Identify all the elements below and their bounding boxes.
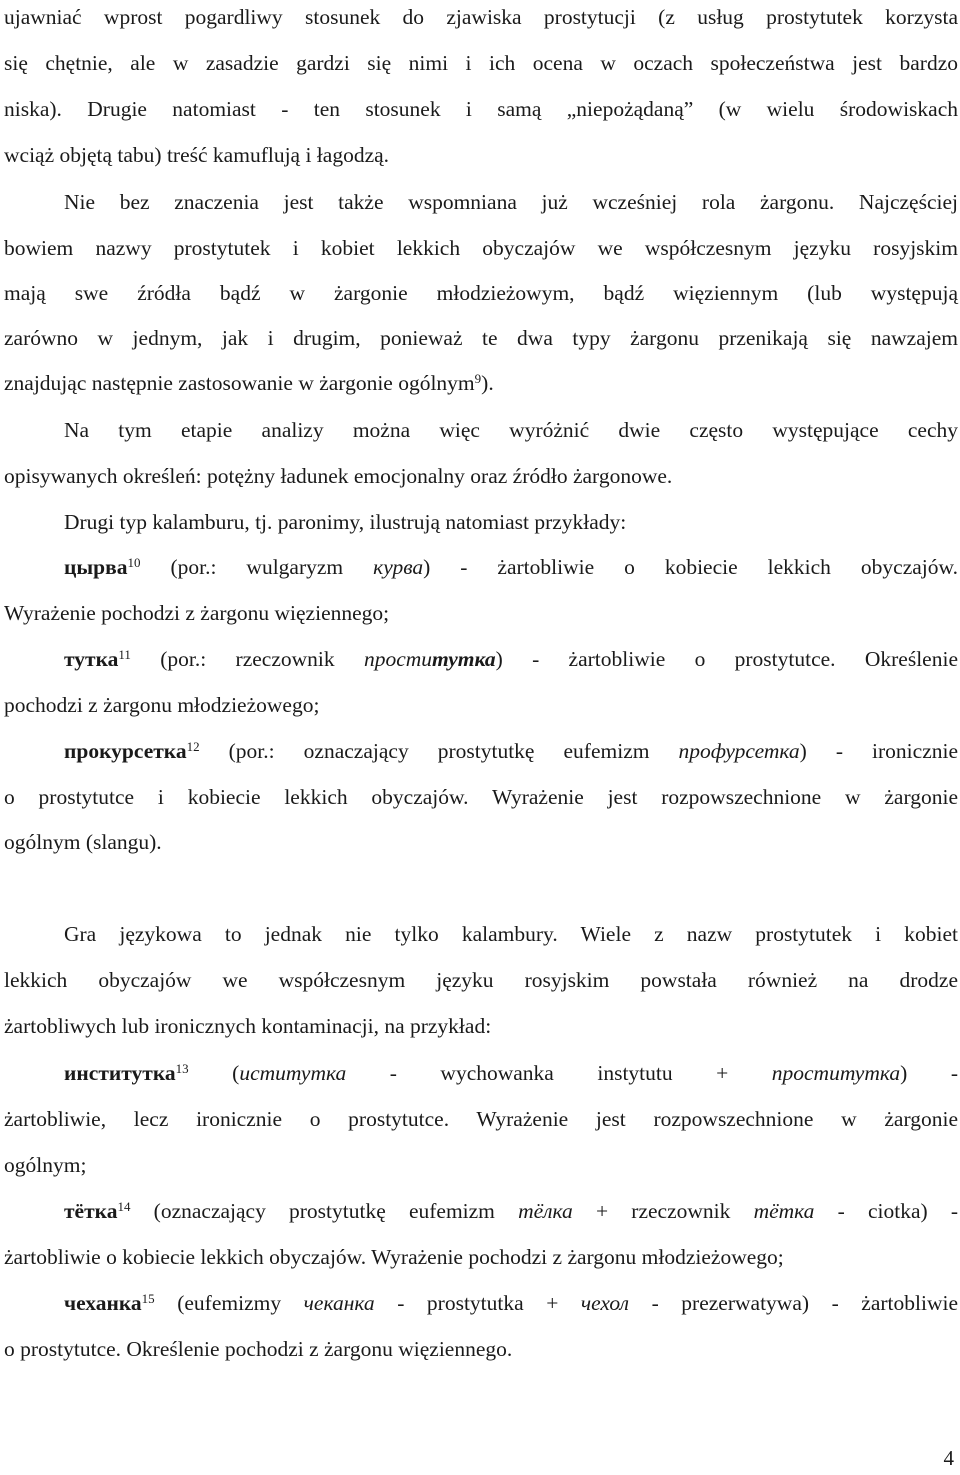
cited-word: профурсетка <box>678 739 800 763</box>
text-span: (por.: wulgaryzm <box>140 555 374 579</box>
text-line: niska). Drugie natomiast - ten stosunek i samą „niepożądaną” (w wielu środowiskach <box>4 97 958 121</box>
text-span: (eufemizmy <box>154 1291 304 1315</box>
text-line: ogólnym; <box>4 1153 87 1177</box>
text-span: znajdując następnie zastosowanie w żargonie ogólnym <box>4 371 475 395</box>
text-line: opisywanych określeń: potężny ładunek emocjonalny oraz źródło żargonowe. <box>4 464 673 488</box>
text-span: - wychowanka instytutu + <box>346 1061 772 1085</box>
footnote-ref: 15 <box>141 1291 155 1306</box>
footnote-ref: 13 <box>175 1061 189 1076</box>
text-line: Na tym etapie analizy można więc wyróżnić dwie często występujące cechy <box>64 418 958 442</box>
example-entry <box>64 646 958 672</box>
text-span: - prostytutka + <box>374 1291 581 1315</box>
cited-word: тётка <box>753 1199 815 1223</box>
example-entry <box>64 1198 958 1224</box>
text-line: o prostytutce i kobiecie lekkich obyczajów. Wyrażenie jest rozpowszechnione w żargonie <box>4 785 958 809</box>
example-entry <box>64 554 958 580</box>
text-line: wciąż objętą tabu) treść kamuflują i łagodzą. <box>4 143 390 167</box>
text-span: + rzeczownik <box>572 1199 754 1223</box>
text-span: ). <box>481 371 494 395</box>
text-span: (oznaczający prostytutkę eufemizm <box>130 1199 519 1223</box>
cited-word-emphasis: тутка <box>432 647 496 671</box>
footnote-ref: 10 <box>127 555 141 570</box>
text-span: - prezerwatywa) - żartobliwie <box>629 1291 958 1315</box>
cited-word: курва <box>373 555 424 579</box>
example-word: институтка <box>64 1061 176 1085</box>
text-span: (por.: oznaczający prostytutkę eufemizm <box>199 739 679 763</box>
example-entry <box>64 1060 958 1086</box>
page-number: 4 <box>943 1446 954 1470</box>
text-line: Wyrażenie pochodzi z żargonu więziennego; <box>4 601 390 625</box>
cited-word: проститутка <box>771 1061 901 1085</box>
text-line: mają swe źródła bądź w żargonie młodzieżowym, bądź więziennym (lub występują <box>4 281 958 305</box>
example-entry <box>64 1290 958 1316</box>
text-span: ) - żartobliwie o prostytutce. Określenie <box>495 647 958 671</box>
example-word: тутка <box>64 647 119 671</box>
text-line: żartobliwie o kobiecie lekkich obyczajów. Wyrażenie pochodzi z żargonu młodzieżowego; <box>4 1245 784 1269</box>
text-span: (por.: rzeczownik <box>130 647 364 671</box>
footnote-ref: 9 <box>474 371 482 386</box>
footnote-ref: 11 <box>118 647 131 662</box>
text-span: ) - <box>900 1061 958 1085</box>
text-line: bowiem nazwy prostytutek i kobiet lekkich obyczajów we współczesnym języku rosyjskim <box>4 236 958 260</box>
text-line: Nie bez znaczenia jest także wspomniana już wcześniej rola żargonu. Najczęściej <box>64 190 958 214</box>
text-span: ) - ironicznie <box>799 739 959 763</box>
text-span: ( <box>188 1061 240 1085</box>
cited-word: иститутка <box>239 1061 347 1085</box>
text-span: - ciotka) - <box>814 1199 958 1223</box>
cited-word: прости <box>363 647 433 671</box>
text-line: zarówno w jednym, jak i drugim, ponieważ te dwa typy żargonu przenikają się nawzajem <box>4 326 958 350</box>
example-word: цырва <box>64 555 128 579</box>
example-word: прокурсетка <box>64 739 187 763</box>
footnote-ref: 12 <box>186 739 200 754</box>
text-line: się chętnie, ale w zasadzie gardzi się nimi i ich ocena w oczach społeczeństwa jest bardzo <box>4 51 958 75</box>
text-line: pochodzi z żargonu młodzieżowego; <box>4 693 320 717</box>
text-line: Drugi typ kalamburu, tj. paronimy, ilustrują natomiast przykłady: <box>64 510 627 534</box>
text-span: ) - żartobliwie o kobiecie lekkich obyczajów. <box>423 555 959 579</box>
cited-word: чеканка <box>303 1291 375 1315</box>
text-line: o prostytutce. Określenie pochodzi z żargonu więziennego. <box>4 1337 513 1361</box>
text-line: żartobliwych lub ironicznych kontaminacji, na przykład: <box>4 1014 492 1038</box>
footnote-ref: 14 <box>117 1199 131 1214</box>
footnote-line <box>4 370 958 396</box>
text-line: ujawniać wprost pogardliwy stosunek do zjawiska prostytucji (z usług prostytutek korzysta <box>4 5 958 29</box>
cited-word: тёлка <box>518 1199 573 1223</box>
text-line: Gra językowa to jednak nie tylko kalambury. Wiele z nazw prostytutek i kobiet <box>64 922 958 946</box>
example-word: чеханка <box>64 1291 142 1315</box>
text-line: ogólnym (slangu). <box>4 830 162 854</box>
cited-word: чехол <box>580 1291 630 1315</box>
text-line: lekkich obyczajów we współczesnym języku rosyjskim powstała również na drodze <box>4 968 958 992</box>
text-line: żartobliwie, lecz ironicznie o prostytutce. Wyrażenie jest rozpowszechnione w żargonie <box>4 1107 958 1131</box>
example-entry <box>64 738 958 764</box>
example-word: тётка <box>64 1199 118 1223</box>
